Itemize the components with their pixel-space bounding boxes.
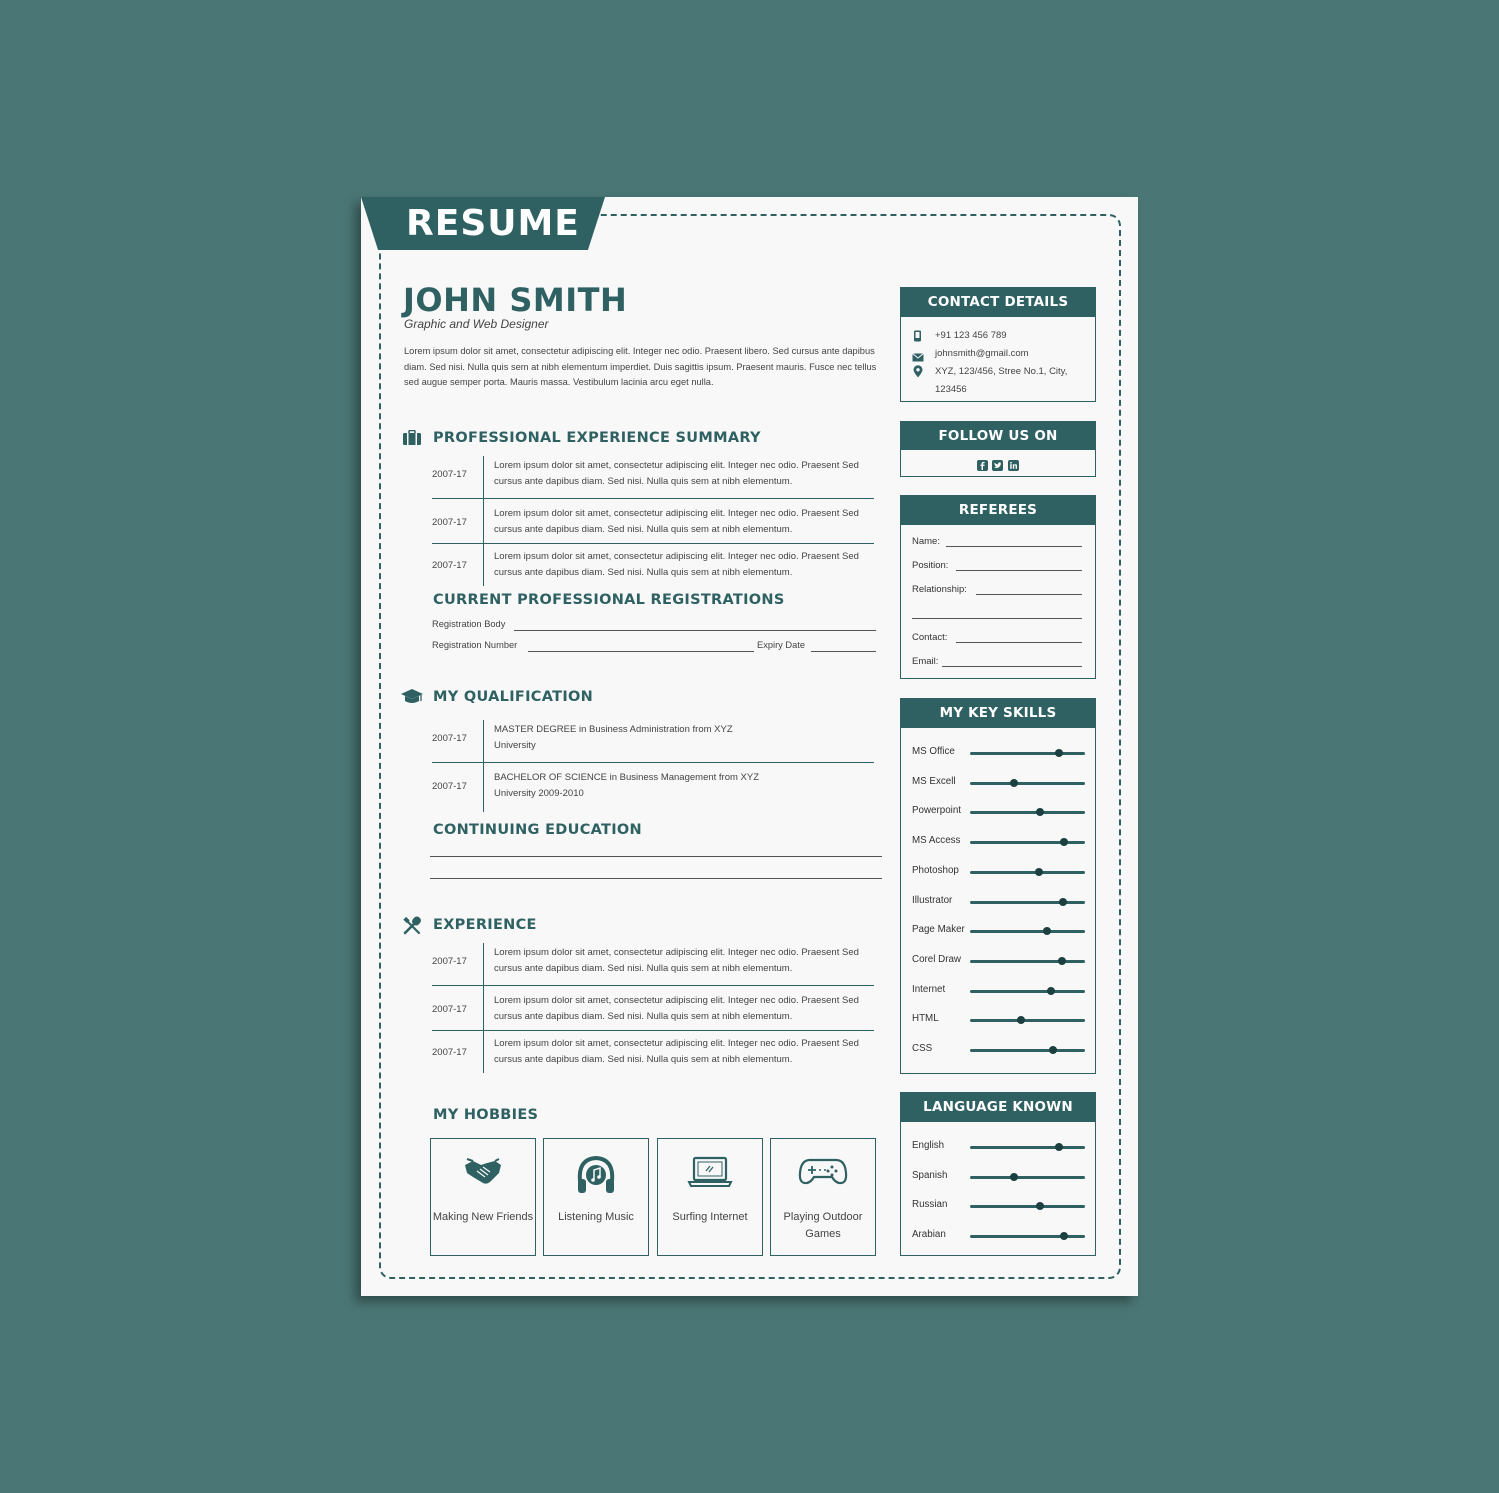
hobby-card — [657, 1138, 763, 1256]
twitter-icon[interactable] — [992, 458, 1003, 476]
skill-label: Corel Draw — [912, 953, 961, 965]
timeline-text: BACHELOR OF SCIENCE in Business Management from XYZ University 2009-2010 — [494, 772, 760, 799]
timeline-divider — [483, 943, 484, 1073]
registration-number-line[interactable] — [528, 651, 754, 652]
tools-icon — [402, 916, 422, 941]
timeline-divider — [483, 720, 484, 812]
skill-label: CSS — [912, 1043, 933, 1054]
timeline-year: 2007-17 — [432, 781, 467, 792]
hobby-card — [430, 1138, 536, 1256]
continuing-education-title: CONTINUING EDUCATION — [433, 822, 642, 838]
skill-level-handle[interactable] — [1055, 749, 1063, 757]
row-divider — [432, 498, 874, 499]
skill-level-handle[interactable] — [1058, 957, 1066, 965]
timeline-year: 2007-17 — [432, 956, 467, 967]
referee-contact-line[interactable] — [956, 642, 1082, 643]
experience-title: EXPERIENCE — [433, 917, 537, 933]
hobby-card — [770, 1138, 876, 1256]
row-divider — [432, 543, 874, 544]
follow-us-title: FOLLOW US ON — [901, 422, 1095, 450]
phone-icon — [913, 329, 922, 347]
skill-level-slider[interactable] — [970, 930, 1085, 933]
skill-level-slider[interactable] — [970, 1019, 1085, 1022]
skill-label: MS Excell — [912, 775, 956, 787]
language-label: English — [912, 1140, 945, 1151]
row-divider — [432, 762, 874, 763]
contact-address-line2: 123456 — [935, 384, 967, 395]
row-divider — [432, 985, 874, 986]
referees-title: REFEREES — [901, 496, 1095, 525]
timeline-divider — [483, 456, 484, 586]
skill-level-slider[interactable] — [970, 960, 1085, 963]
hobby-label: Playing Outdoor Games — [783, 1211, 863, 1240]
timeline-text: Lorem ipsum dolor sit amet, consectetur adipiscing elit. Integer nec odio. Praesent Sed cursus ante dapibus diam. Sed nisi. Nulla quis sem at nibh elementum. — [494, 1038, 859, 1065]
language-level-slider[interactable] — [970, 1205, 1085, 1208]
contact-details-box — [900, 287, 1096, 402]
skill-level-handle[interactable] — [1017, 1016, 1025, 1024]
hobby-label: Listening Music — [558, 1211, 634, 1223]
language-label: Russian — [912, 1199, 948, 1211]
gamepad-icon — [771, 1155, 875, 1195]
person-role: Graphic and Web Designer — [404, 317, 549, 331]
row-divider — [432, 1030, 874, 1031]
qualification-title: MY QUALIFICATION — [433, 689, 594, 705]
skill-label: Powerpoint — [912, 805, 962, 817]
timeline-year: 2007-17 — [432, 1047, 467, 1058]
skill-level-handle[interactable] — [1035, 868, 1043, 876]
hobby-card — [543, 1138, 649, 1256]
skill-level-handle[interactable] — [1010, 779, 1018, 787]
skill-label: HTML — [912, 1013, 939, 1025]
contact-address-line1: XYZ, 123/456, Stree No.1, City, — [935, 366, 1068, 377]
skill-label: Internet — [912, 983, 946, 995]
timeline-text: MASTER DEGREE in Business Administration from XYZ University — [494, 724, 733, 751]
referee-contact-label: Contact: — [912, 632, 948, 643]
registrations-title: CURRENT PROFESSIONAL REGISTRATIONS — [433, 592, 785, 608]
education-line[interactable] — [430, 856, 882, 857]
skill-level-slider[interactable] — [970, 752, 1085, 755]
linkedin-icon[interactable] — [1008, 458, 1019, 476]
timeline-year: 2007-17 — [432, 733, 467, 744]
timeline-text: Lorem ipsum dolor sit amet, consectetur adipiscing elit. Integer nec odio. Praesent Sed cursus ante dapibus diam. Sed nisi. Nulla quis sem at nibh elementum. — [494, 551, 859, 578]
timeline-text: Lorem ipsum dolor sit amet, consectetur adipiscing elit. Integer nec odio. Praesent Sed cursus ante dapibus diam. Sed nisi. Nulla quis sem at nibh elementum. — [494, 508, 859, 535]
language-level-slider[interactable] — [970, 1235, 1085, 1238]
skill-level-slider[interactable] — [970, 990, 1085, 993]
timeline-year: 2007-17 — [432, 1004, 467, 1015]
expiry-date-line[interactable] — [811, 651, 876, 652]
referee-name-label: Name: — [912, 536, 940, 547]
languages-title: LANGUAGE KNOWN — [901, 1093, 1095, 1122]
laptop-icon — [658, 1155, 762, 1195]
education-line[interactable] — [430, 878, 882, 879]
banner-title: RESUME — [406, 203, 580, 244]
skill-level-slider[interactable] — [970, 871, 1085, 874]
timeline-text: Lorem ipsum dolor sit amet, consectetur adipiscing elit. Integer nec odio. Praesent Sed cursus ante dapibus diam. Sed nisi. Nulla quis sem at nibh elementum. — [494, 947, 859, 974]
skill-level-handle[interactable] — [1047, 987, 1055, 995]
timeline-year: 2007-17 — [432, 517, 467, 528]
facebook-icon[interactable] — [977, 458, 988, 476]
language-label: Arabian — [912, 1228, 946, 1240]
handshake-icon — [431, 1155, 535, 1195]
graduation-cap-icon — [400, 688, 424, 711]
referee-email-label: Email: — [912, 656, 939, 667]
contact-phone: +91 123 456 789 — [935, 330, 1007, 341]
language-level-handle[interactable] — [1055, 1143, 1063, 1151]
timeline-year: 2007-17 — [432, 469, 467, 480]
skill-level-slider[interactable] — [970, 901, 1085, 904]
person-name: JOHN SMITH — [403, 281, 628, 319]
location-pin-icon — [913, 365, 923, 383]
skill-level-slider[interactable] — [970, 841, 1085, 844]
skill-label: MS Access — [912, 835, 961, 847]
language-label: Spanish — [912, 1169, 948, 1181]
hobbies-title: MY HOBBIES — [433, 1107, 539, 1123]
timeline-year: 2007-17 — [432, 560, 467, 571]
referee-extra-line[interactable] — [912, 618, 1082, 619]
intro-paragraph: Lorem ipsum dolor sit amet, consectetur adipiscing elit. Integer nec odio. Praesent libero. Sed cursus ante dapibus diam. Sed nisi. Nulla quis sem at nibh elementum imperdiet. Duis sagittis ipsum. Praesent mauris. Fusce nec tellus sed augue semper porta. Mauris massa. Vestibulum lacinia arcu eget nulla. — [404, 346, 877, 387]
skill-label: Photoshop — [912, 864, 959, 876]
contact-details-title: CONTACT DETAILS — [901, 288, 1095, 317]
hobby-label: Surfing Internet — [672, 1211, 748, 1223]
referee-relationship-label: Relationship: — [912, 584, 967, 595]
registration-body-label: Registration Body — [432, 619, 506, 629]
expiry-date-label: Expiry Date — [757, 640, 806, 650]
timeline-text: Lorem ipsum dolor sit amet, consectetur adipiscing elit. Integer nec odio. Praesent Sed cursus ante dapibus diam. Sed nisi. Nulla quis sem at nibh elementum. — [494, 995, 859, 1022]
referee-name-line[interactable] — [946, 546, 1082, 547]
hobby-label: Making New Friends — [432, 1211, 534, 1223]
language-level-slider[interactable] — [970, 1176, 1085, 1179]
skill-level-slider[interactable] — [970, 811, 1085, 814]
skill-level-slider[interactable] — [970, 782, 1085, 785]
key-skills-title: MY KEY SKILLS — [901, 699, 1095, 728]
referee-position-line[interactable] — [956, 570, 1082, 571]
language-level-slider[interactable] — [970, 1146, 1085, 1149]
registration-number-label: Registration Number — [432, 640, 518, 650]
registration-body-line[interactable] — [514, 630, 876, 631]
referee-relationship-line[interactable] — [976, 594, 1082, 595]
skill-label: MS Office — [912, 746, 955, 757]
referee-email-line[interactable] — [942, 666, 1082, 667]
professional-experience-title: PROFESSIONAL EXPERIENCE SUMMARY — [433, 430, 761, 446]
skill-level-handle[interactable] — [1049, 1046, 1057, 1054]
language-level-handle[interactable] — [1010, 1173, 1018, 1181]
skill-level-slider[interactable] — [970, 1049, 1085, 1052]
skill-label: Illustrator — [912, 894, 953, 906]
referee-position-label: Position: — [912, 560, 949, 571]
skill-level-handle[interactable] — [1059, 898, 1067, 906]
skill-label: Page Maker — [912, 924, 965, 936]
contact-email: johnsmith@gmail.com — [935, 348, 1029, 359]
briefcase-icon — [402, 430, 422, 451]
headphones-icon — [544, 1153, 648, 1193]
timeline-text: Lorem ipsum dolor sit amet, consectetur adipiscing elit. Integer nec odio. Praesent Sed cursus ante dapibus diam. Sed nisi. Nulla quis sem at nibh elementum. — [494, 460, 859, 487]
